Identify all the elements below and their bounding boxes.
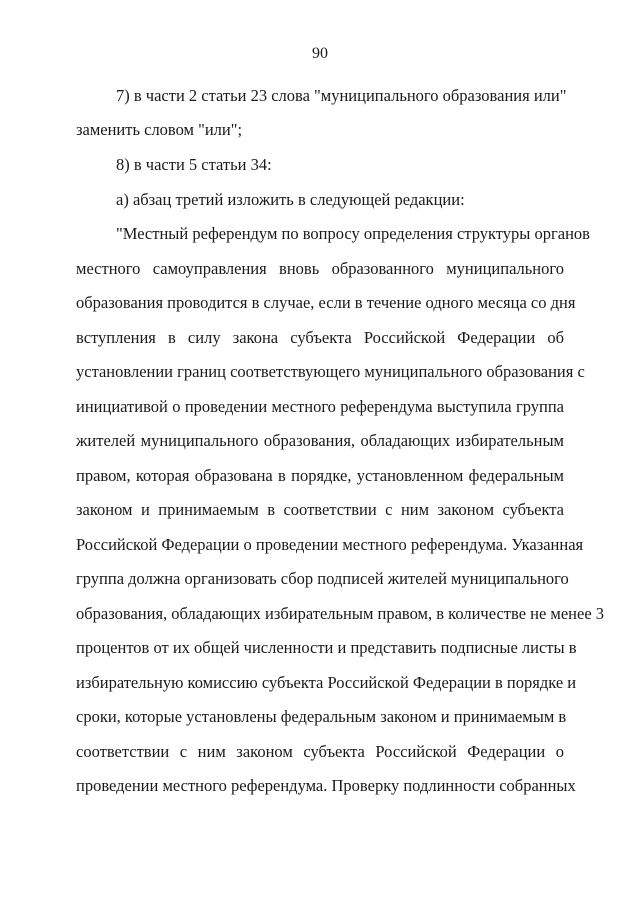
text-line: местного самоуправления вновь образованного муниципального (76, 259, 564, 278)
text-line: избирательную комиссию субъекта Российской Федерации в порядке и (76, 673, 577, 692)
text-line: соответствии с ним законом субъекта Российской Федерации о (76, 742, 564, 761)
text-line: Российской Федерации о проведении местного референдума. Указанная (76, 535, 584, 554)
text-line: сроки, которые установлены федеральным законом и принимаемым в (76, 707, 567, 726)
text-line: вступления в силу закона субъекта Российской Федерации об (76, 328, 564, 347)
text-line: 7) в части 2 статьи 23 слова "муниципального образования или" (116, 86, 567, 105)
text-line: инициативой о проведении местного референдума выступила группа (76, 397, 564, 416)
text-line: "Местный референдум по вопросу определения структуры органов (116, 224, 590, 243)
text-line: заменить словом "или"; (76, 120, 243, 139)
text-line: образования, обладающих избирательным правом, в количестве не менее 3 (76, 604, 605, 623)
text-line: законом и принимаемым в соответствии с ним законом субъекта (76, 500, 564, 519)
text-line: группа должна организовать сбор подписей жителей муниципального (76, 569, 569, 588)
page-number: 90 (312, 45, 328, 62)
text-line: жителей муниципального образования, обладающих избирательным (76, 431, 564, 450)
text-line: установлении границ соответствующего муниципального образования с (76, 362, 585, 381)
text-line: процентов от их общей численности и представить подписные листы в (76, 638, 577, 657)
text-line: 8) в части 5 статьи 34: (116, 155, 272, 174)
text-line: проведении местного референдума. Проверку подлинности собранных (76, 776, 576, 795)
text-line: образования проводится в случае, если в течение одного месяца со дня (76, 293, 576, 312)
text-line: правом, которая образована в порядке, установленном федеральным (76, 466, 564, 485)
text-line: а) абзац третий изложить в следующей редакции: (116, 190, 465, 209)
